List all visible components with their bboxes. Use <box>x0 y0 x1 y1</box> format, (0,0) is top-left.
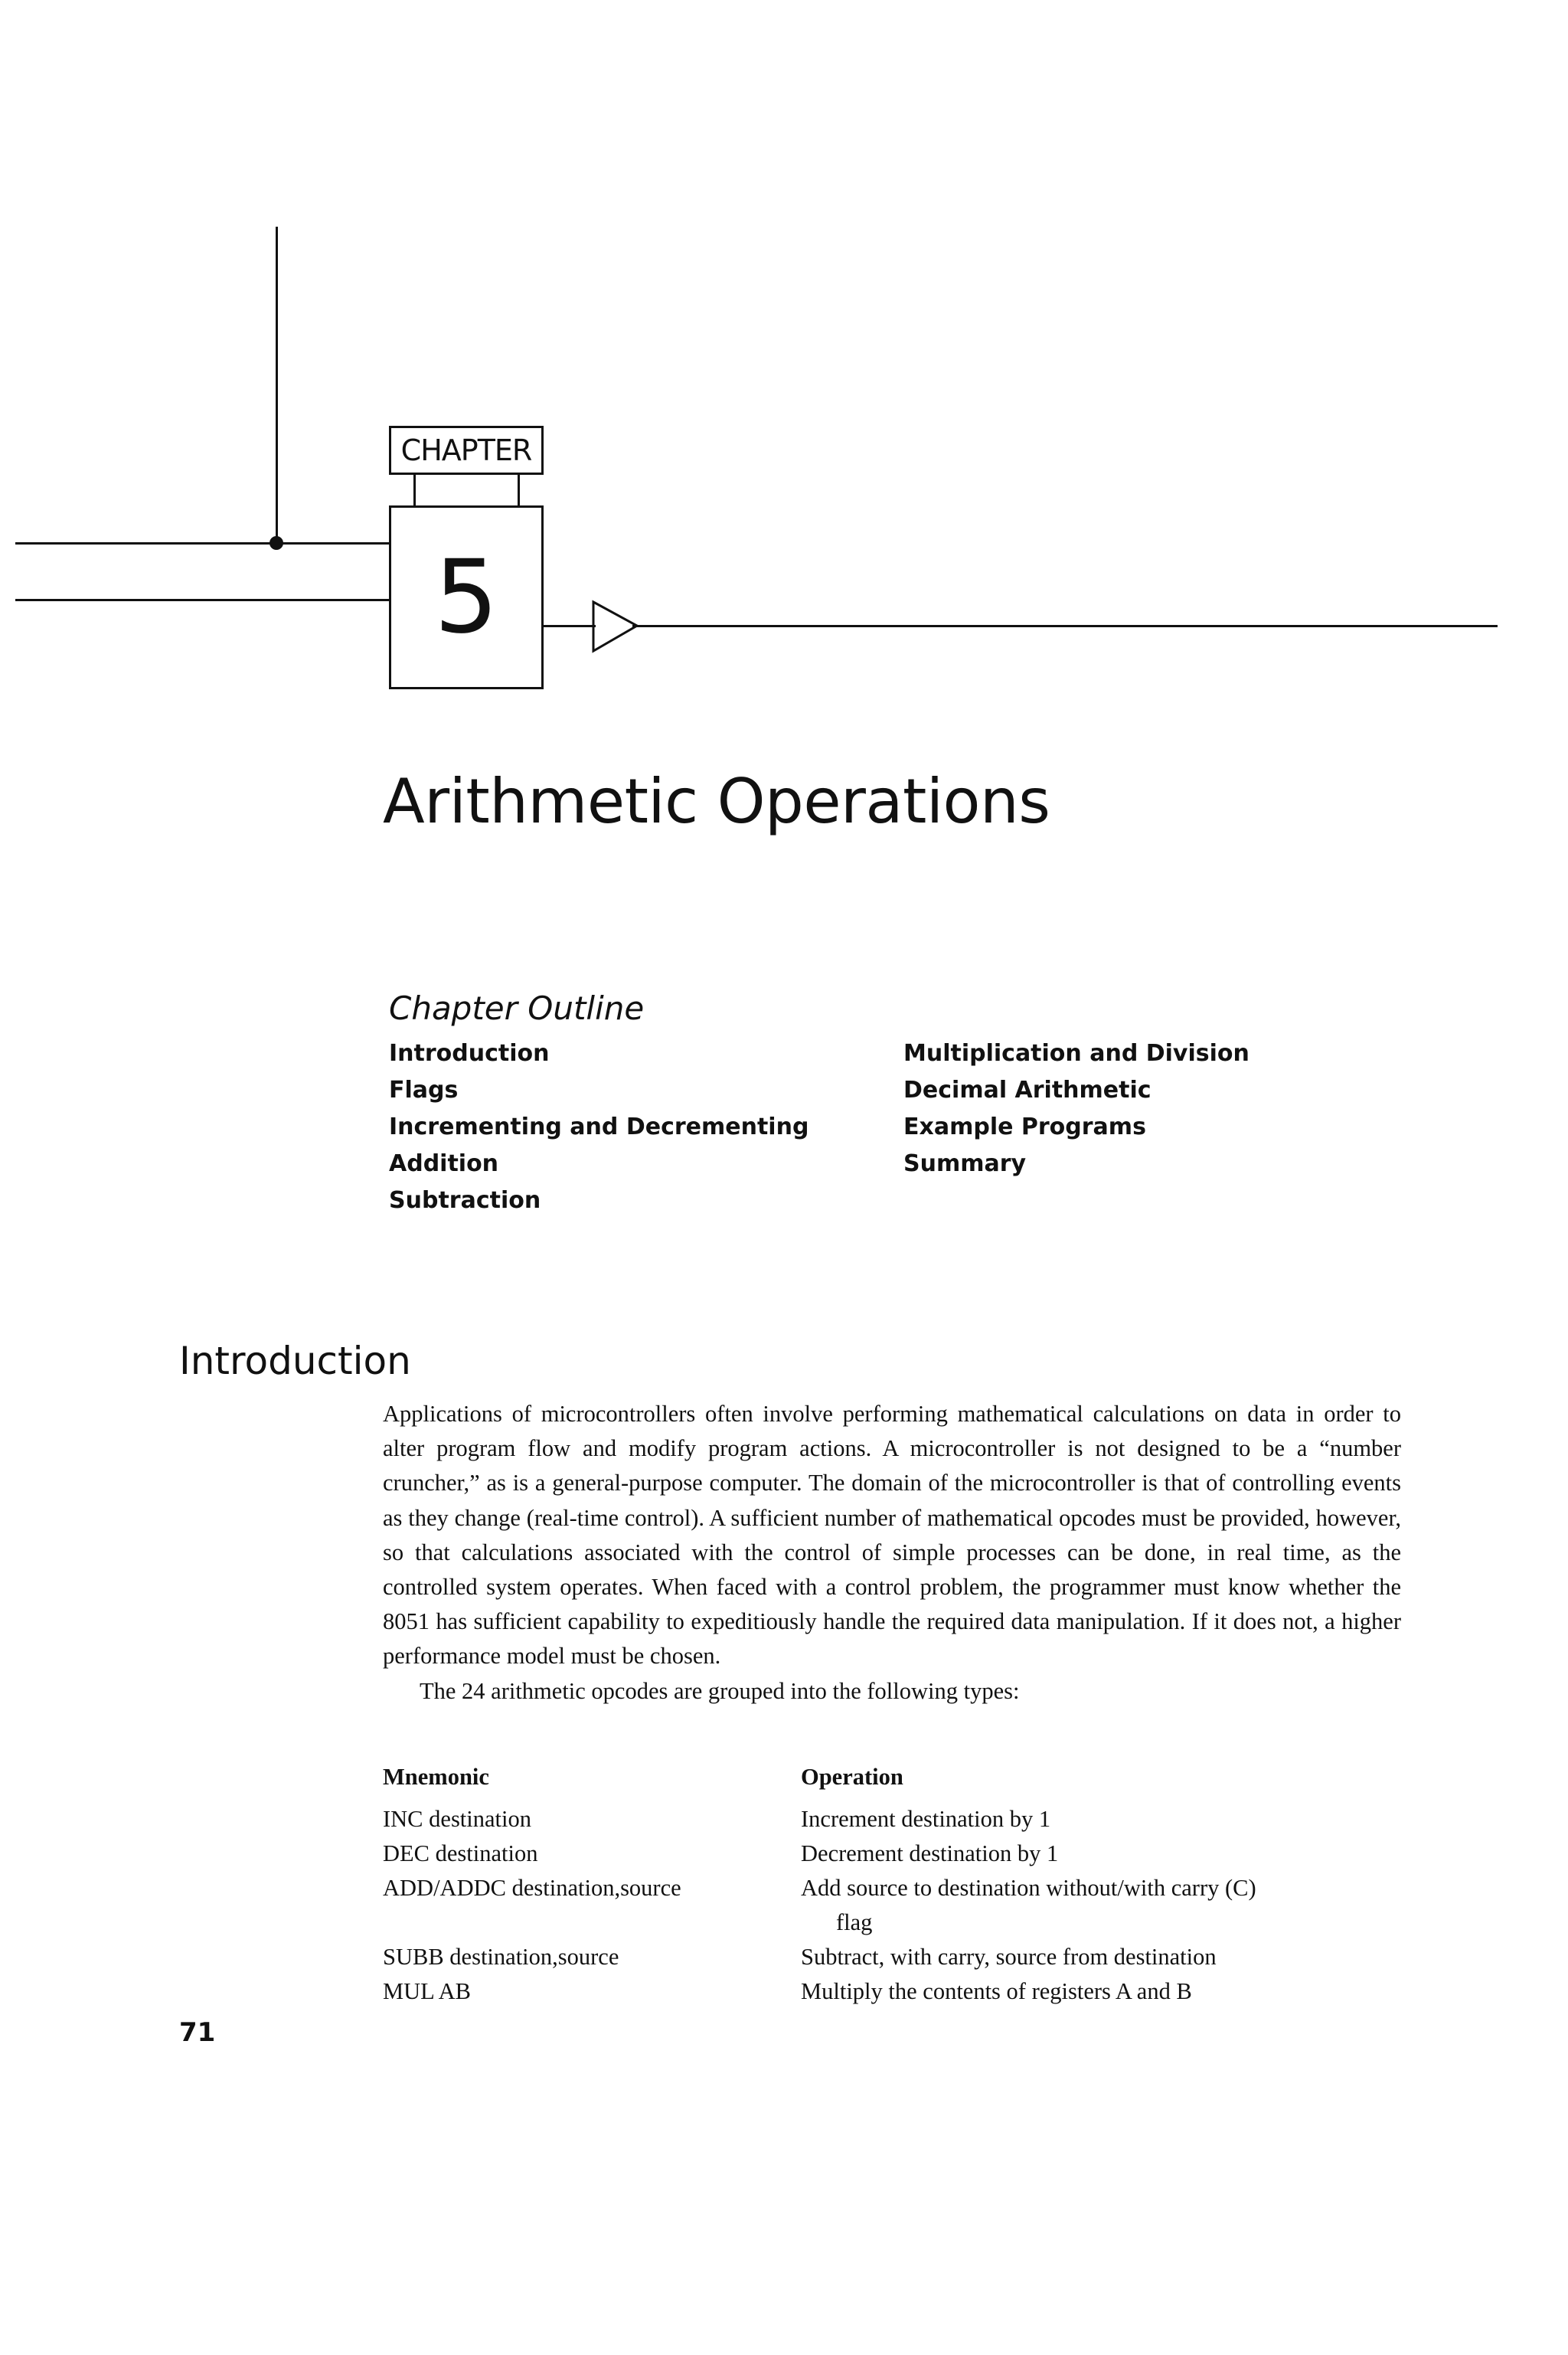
outline-right-column <box>903 1035 1250 1182</box>
chapter-label: CHAPTER <box>389 426 544 475</box>
table-row <box>383 1940 1409 1974</box>
outline-heading: Chapter Outline <box>389 989 645 1027</box>
mnemonic-cell: MUL AB <box>383 1978 471 2004</box>
page-number: 71 <box>179 2017 216 2048</box>
mnemonic-table <box>383 1760 1409 2009</box>
table-row <box>383 1871 1409 1940</box>
operation-cell <box>801 1871 1398 1940</box>
operation-cell: Increment destination by 1 <box>801 1806 1051 1832</box>
operation-text: Add source to destination without/with carry (C) <box>801 1875 1256 1901</box>
chapter-number: 5 <box>389 505 544 689</box>
outline-item: Summary <box>903 1150 1027 1177</box>
triangle-arrow-icon <box>590 599 643 654</box>
intro-paragraph: The 24 arithmetic opcodes are grouped into the following types: <box>420 1677 1020 1704</box>
mnemonic-cell: DEC destination <box>383 1840 538 1866</box>
outline-item: Flags <box>389 1077 459 1104</box>
horizontal-rule-upper <box>15 542 390 545</box>
table-row <box>383 1974 1409 2009</box>
header-operation: Operation <box>801 1764 903 1790</box>
operation-cell: Subtract, with carry, source from destination <box>801 1944 1217 1970</box>
section-heading: Introduction <box>179 1339 411 1383</box>
mnemonic-cell: SUBB destination,source <box>383 1944 619 1970</box>
outline-item: Decimal Arithmetic <box>903 1077 1152 1104</box>
intro-paragraph: Applications of microcontrollers often involve performing mathematical calculations on data in order to alter program flow and modify program actions. A microcontroller is not designed to be a “number cruncher,” as is a general-purpose computer. The domain of the microcontroller is that of controlling events as they change (real-time control). A sufficient number of mathematical opcodes must be provided, however, so that calculations associated with the control of simple processes can be done, in real time, as the controlled system operates. When faced with a control problem, the programmer must know whether the 8051 has sufficient capability to expeditiously handle the required data manipulation. If it does not, a higher performance model must be chosen. <box>383 1401 1401 1670</box>
mnemonic-cell: ADD/ADDC destination,source <box>383 1875 681 1901</box>
outline-left-column <box>389 1035 808 1219</box>
outline-item: Multiplication and Division <box>903 1040 1250 1067</box>
outline-item: Subtraction <box>389 1187 541 1214</box>
intro-body <box>383 1397 1401 1709</box>
arrow-stub <box>544 625 596 627</box>
outline-item: Example Programs <box>903 1114 1146 1140</box>
operation-continuation: flag <box>836 1909 873 1935</box>
vertical-rule <box>276 227 278 544</box>
outline-item: Addition <box>389 1150 499 1177</box>
operation-cell: Multiply the contents of registers A and B <box>801 1978 1192 2004</box>
operation-cell: Decrement destination by 1 <box>801 1840 1059 1866</box>
table-header-row <box>383 1760 1409 1794</box>
header-mnemonic: Mnemonic <box>383 1764 489 1790</box>
table-row <box>383 1837 1409 1871</box>
outline-item: Incrementing and Decrementing <box>389 1114 809 1140</box>
chapter-title: Arithmetic Operations <box>383 766 1050 837</box>
long-rule-right <box>632 625 1498 627</box>
horizontal-rule-lower <box>15 599 390 601</box>
outline-item: Introduction <box>389 1040 550 1067</box>
connector-right <box>518 475 520 507</box>
connector-left <box>413 475 416 507</box>
mnemonic-cell: INC destination <box>383 1806 531 1832</box>
table-row <box>383 1802 1409 1837</box>
